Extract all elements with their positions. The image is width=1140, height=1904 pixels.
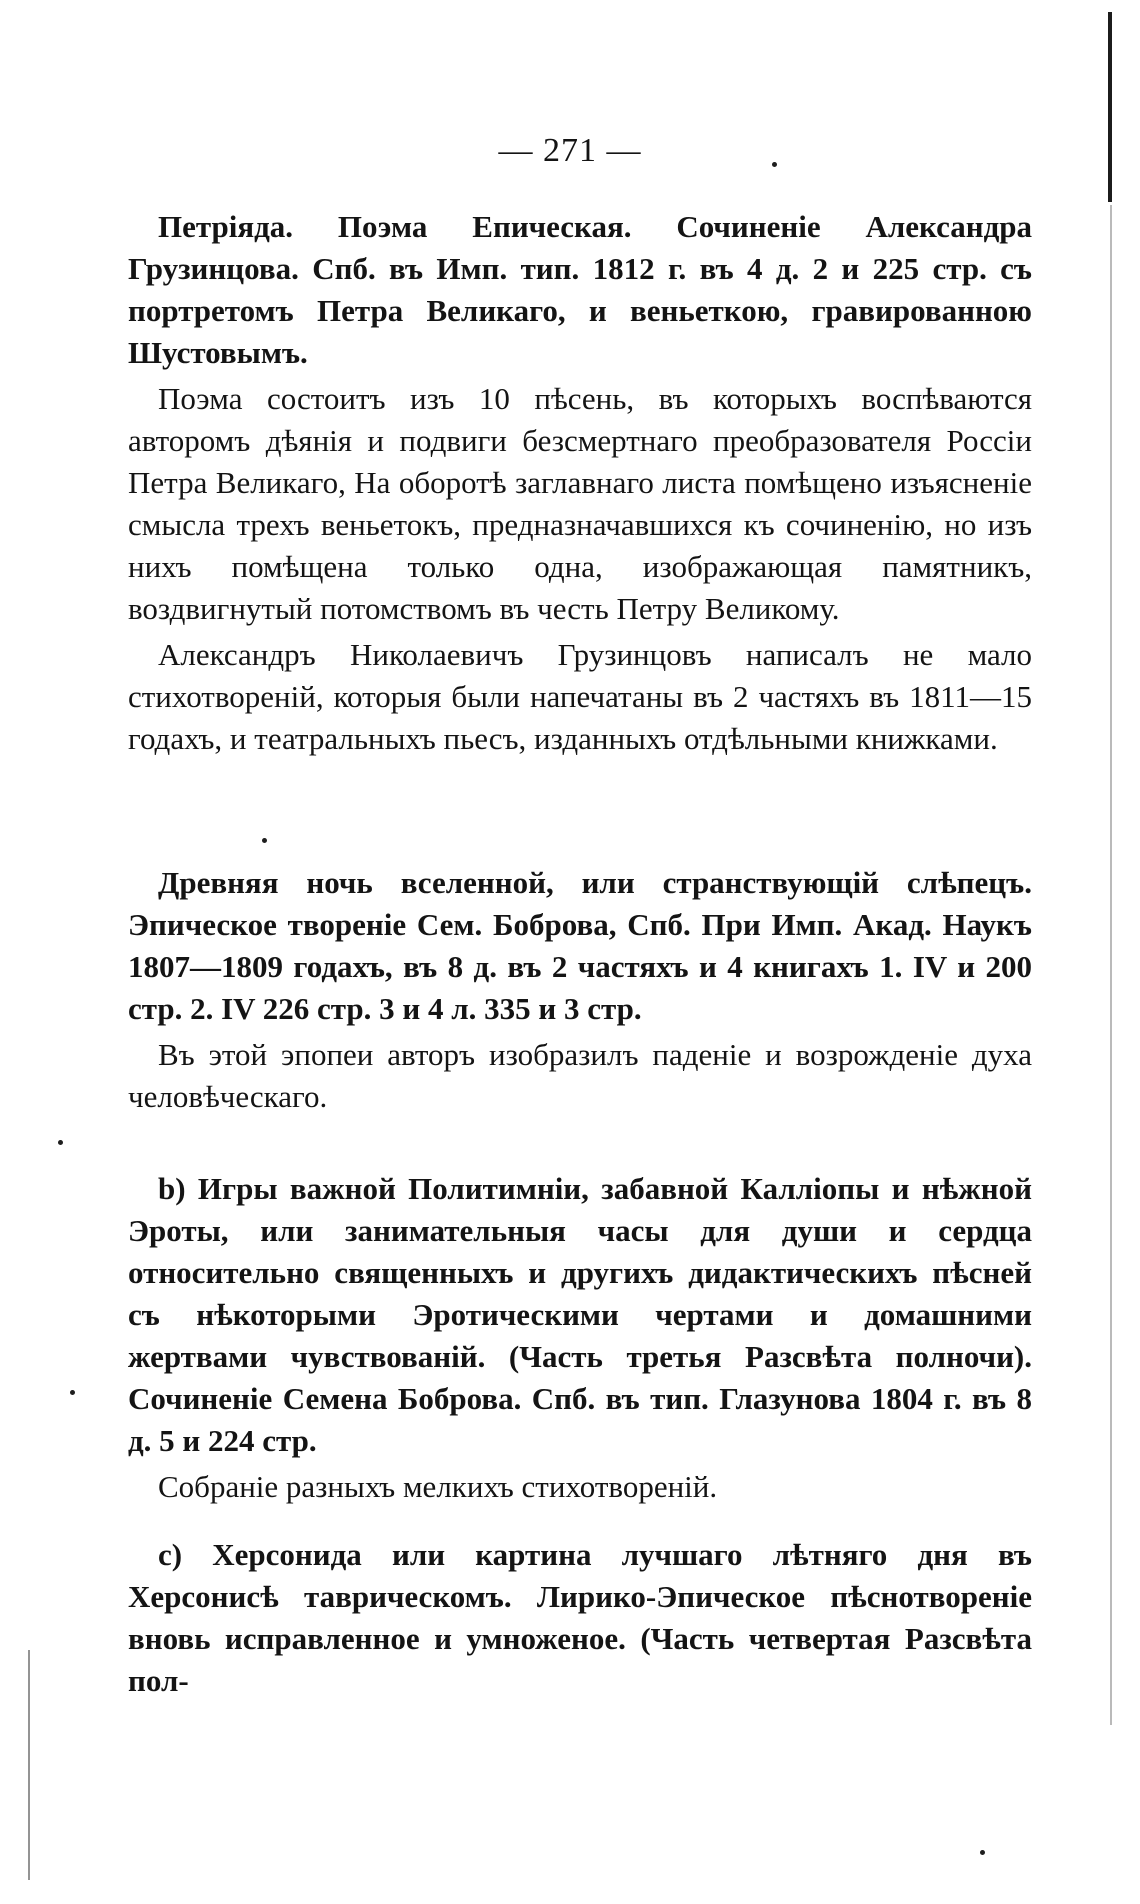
gutter-line [28,1650,30,1880]
entry-heading [128,1534,1032,1702]
ink-speck [980,1850,985,1855]
entry-title: Петріяда. [158,209,294,244]
entry-paragraph: Въ этой эпопеи авторъ изобразилъ паденіе и возрожденіе духа человѣческаго. [128,1037,1032,1114]
entry-citation: важной Политимніи, забавной Калліопы и нѣжной Эроты, или занимательныя часы для души и сердца относительно священныхъ и другихъ дидактическихъ пѣсней съ нѣкоторыми Эротическими чертами и домашними жертвами чувствованій. (Часть третья Разсвѣта полночи). Сочиненіе Семена Боброва. Спб. въ тип. Глазунова 1804 г. въ 8 д. 5 и 224 стр. [128,1171,1033,1458]
entry-heading [128,206,1032,374]
ink-speck [70,1390,75,1395]
bibliography-entry [128,1530,1032,1702]
entry-title: b) Игры [158,1171,278,1206]
entry-paragraph: Александръ Николаевичъ Грузинцовъ написалъ не мало стихотвореній, которыя были напечатаны въ 2 частяхъ въ 1811—15 годахъ, и театральныхъ пьесъ, изданныхъ отдѣльными книжками. [128,637,1032,756]
entry-heading [128,862,1032,1030]
entry-title: Древняя ночь [158,865,373,900]
entry-paragraph: Собраніе разныхъ мелкихъ стихотвореній. [158,1469,718,1504]
page-edge-dark [1108,12,1112,202]
entry-citation: или картина лучшаго лѣтняго дня въ Херсонисѣ таврическомъ. Лирико-Эпическое пѣснотвореніе вновь исправленное и умноженое. (Часть четвертая Разсвѣта пол- [128,1537,1032,1698]
ink-speck [262,838,267,843]
ink-speck [58,1140,63,1145]
entry-paragraph: Поэма состоитъ изъ 10 пѣсень, въ которыхъ воспѣваются авторомъ дѣянія и подвиги безсмертнаго преобразователя Россіи Петра Великаго, На оборотѣ заглавнаго листа помѣщено изъясненіе смысла трехъ веньетокъ, предназначавшихся къ сочиненію, но изъ нихъ помѣщена только одна, изображающая памятникъ, воздвигнутый потомствомъ въ честь Петру Великому. [128,381,1032,626]
entry-heading [128,1168,1032,1462]
bibliography-entry [128,1164,1032,1508]
entry-citation: вселенной, или странствующій слѣпецъ. Эпическое твореніе Сем. Боброва, Спб. При Имп. Акад. Наукъ 1807—1809 годахъ, въ 8 д. въ 2 частяхъ и 4 книгахъ 1. IV и 200 стр. 2. IV 226 стр. 3 и 4 л. 335 и 3 стр. [128,865,1032,1026]
bibliography-entry [128,858,1032,1118]
page-number: — 271 — [498,132,642,169]
page-edge-line [1110,205,1112,1725]
entry-citation: Поэма Епическая. Сочиненіе Александра Грузинцова. Спб. въ Имп. тип. 1812 г. въ 4 д. 2 и 225 стр. съ портретомъ Петра Великаго, и веньеткою, гравированною Шустовымъ. [128,209,1033,370]
bibliography-entry [128,202,1032,760]
entry-title: c) Херсонида [158,1537,362,1572]
